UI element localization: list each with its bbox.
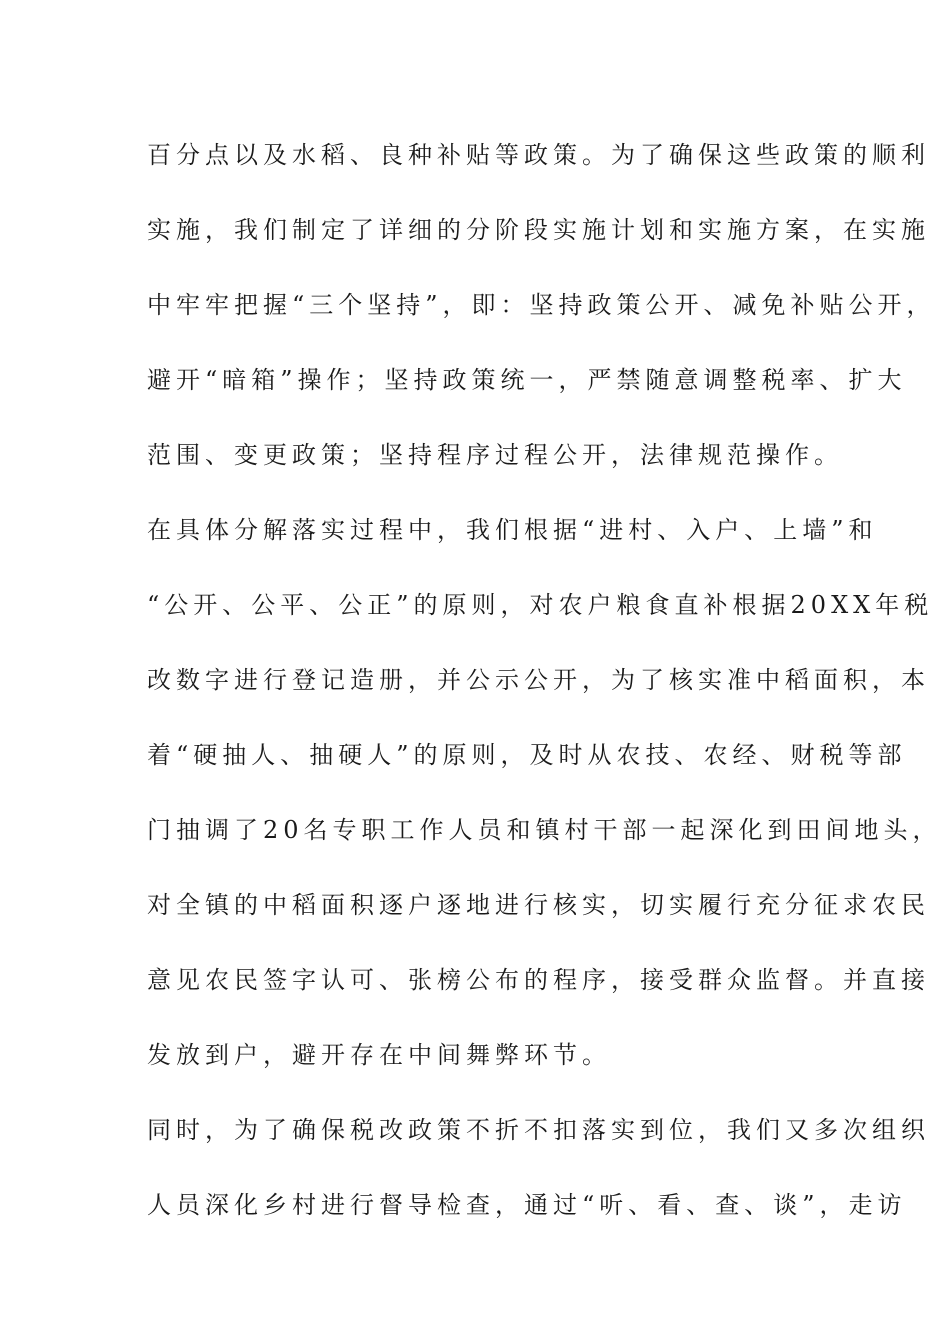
text-line: 实施，我们制定了详细的分阶段实施计划和实施方案，在实施 xyxy=(147,216,930,244)
text-line: 发放到户，避开存在中间舞弊环节。 xyxy=(147,1041,611,1069)
text-line: 中牢牢把握“三个坚持”，即：坚持政策公开、减免补贴公开， xyxy=(147,291,936,319)
text-line: 避开“暗箱”操作；坚持政策统一，严禁随意调整税率、扩大 xyxy=(147,366,907,394)
text-line: 人员深化乡村进行督导检查，通过“听、看、查、谈”，走访 xyxy=(147,1191,907,1219)
text-line: 着“硬抽人、抽硬人”的原则，及时从农技、农经、财税等部 xyxy=(147,741,907,769)
text-line: 在具体分解落实过程中，我们根据“进村、入户、上墙”和 xyxy=(147,516,878,544)
text-line: 意见农民签字认可、张榜公布的程序，接受群众监督。并直接 xyxy=(147,966,930,994)
text-line: 同时，为了确保税改政策不折不扣落实到位，我们又多次组织 xyxy=(147,1116,930,1144)
text-line: 对全镇的中稻面积逐户逐地进行核实，切实履行充分征求农民 xyxy=(147,891,930,919)
text-line: “公开、公平、公正”的原则，对农户粮食直补根据20XX年税 xyxy=(147,591,934,619)
text-line: 范围、变更政策；坚持程序过程公开，法律规范操作。 xyxy=(147,441,843,469)
text-line: 百分点以及水稻、良种补贴等政策。为了确保这些政策的顺利 xyxy=(147,141,930,169)
body-text xyxy=(147,131,942,1256)
text-line: 门抽调了20名专职工作人员和镇村干部一起深化到田间地头， xyxy=(147,816,942,844)
text-line: 改数字进行登记造册，并公示公开，为了核实准中稻面积，本 xyxy=(147,666,930,694)
